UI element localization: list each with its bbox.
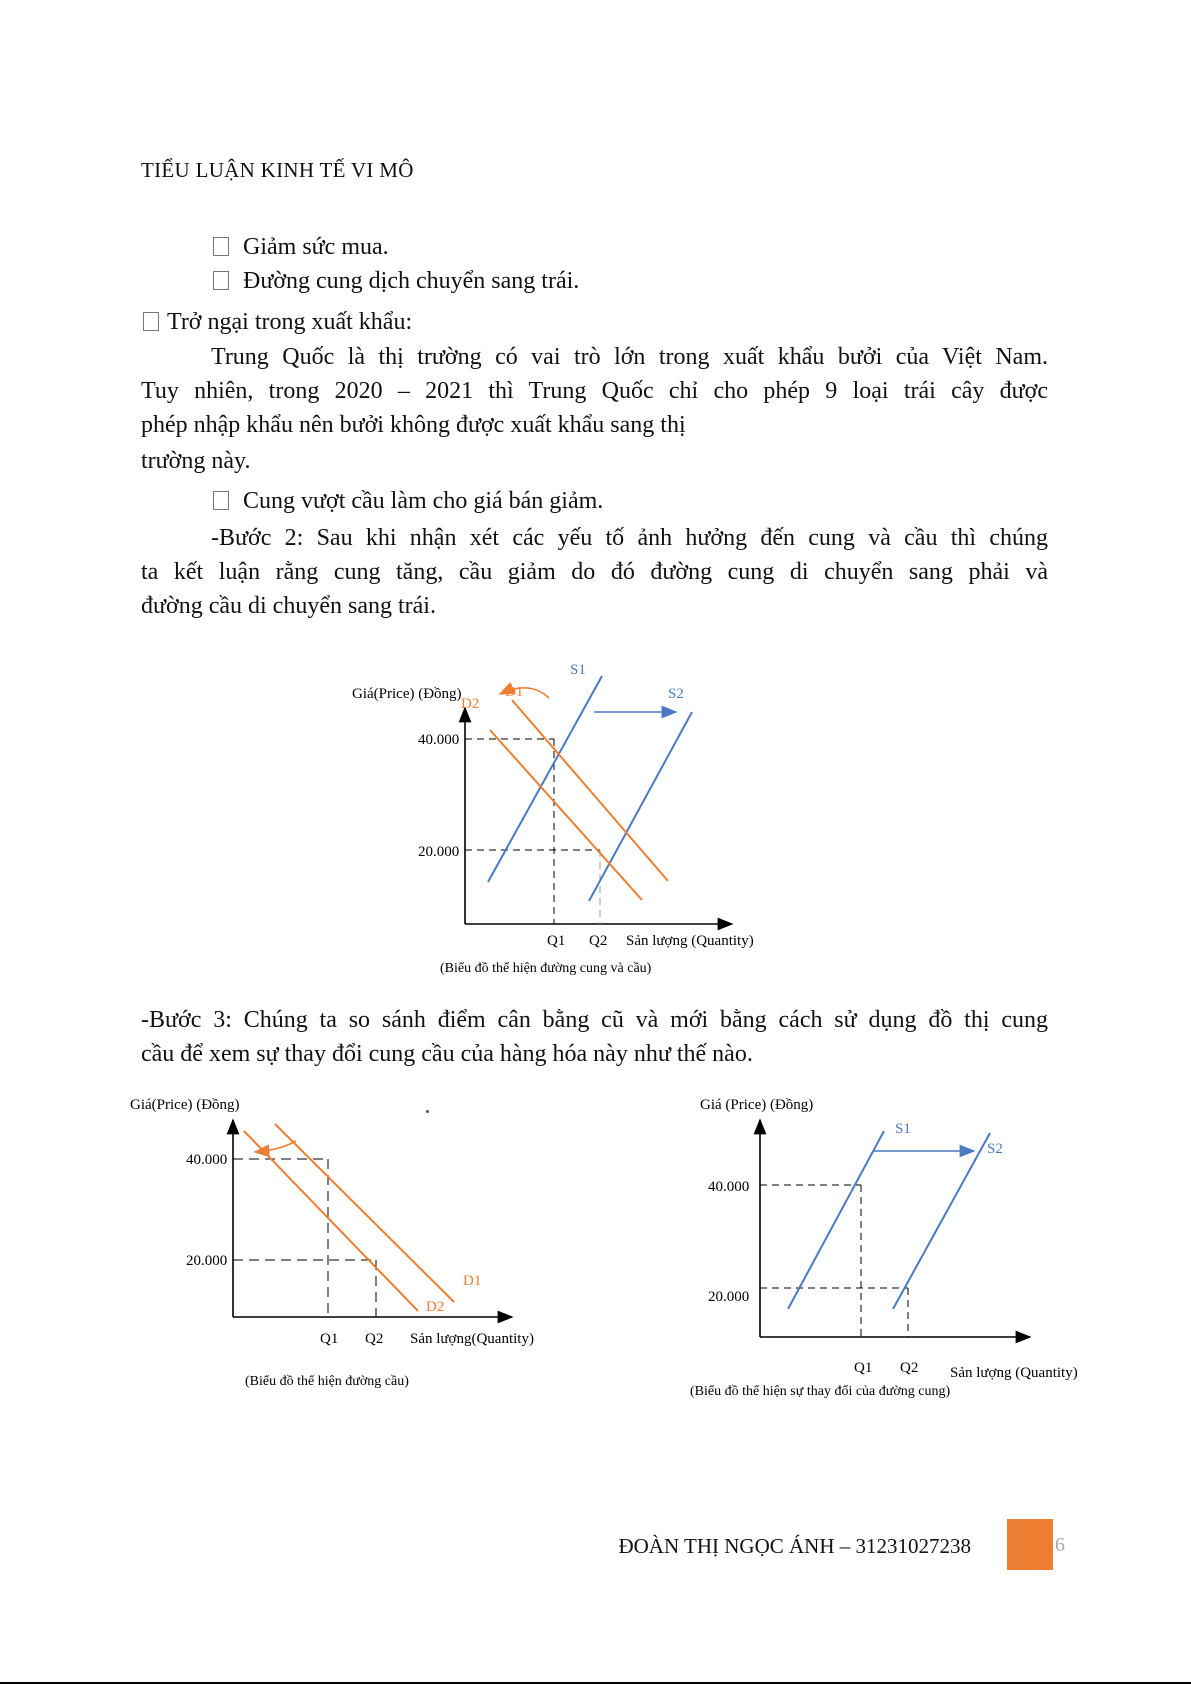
chart-demand xyxy=(120,1085,590,1405)
demand-curve-d1 xyxy=(275,1124,454,1302)
series-label-s1: S1 xyxy=(570,662,586,678)
y-axis-label: Giá (Price) (Đồng) xyxy=(700,1097,814,1113)
x-axis-label: Sản lượng(Quantity) xyxy=(410,1331,534,1347)
bullet-item: Cung vượt cầu làm cho giá bán giảm. xyxy=(213,484,603,518)
demand-curve-d2 xyxy=(244,1131,418,1311)
page-number: 6 xyxy=(1055,1534,1065,1556)
paragraph-step3: -Bước 3: Chúng ta so sánh điểm cân bằng cũ và mới bằng cách sử dụng đồ thị cung cầu để xem sự thay đổi cung cầu của hàng hóa này như thế nào. xyxy=(141,1007,1048,1067)
section-heading: Trở ngại trong xuất khẩu: xyxy=(143,305,412,339)
supply-curve-s1 xyxy=(788,1131,884,1309)
supply-curve-s1 xyxy=(488,676,602,882)
series-label-d1: D1 xyxy=(463,1273,482,1289)
tick-label-q2: Q2 xyxy=(589,933,608,949)
tick-label-40000: 40.000 xyxy=(418,732,460,748)
page-header: TIỂU LUẬN KINH TẾ VI MÔ xyxy=(141,158,414,182)
series-label-s2: S2 xyxy=(668,686,684,702)
bullet-item: Đường cung dịch chuyển sang trái. xyxy=(213,264,579,298)
chart-caption: (Biểu đồ thể hiện đường cung và cầu) xyxy=(440,961,652,976)
footer-author: ĐOÀN THỊ NGỌC ÁNH – 31231027238 xyxy=(618,1534,971,1558)
tick-label-20000: 20.000 xyxy=(418,844,460,860)
series-label-d2: D2 xyxy=(461,696,480,712)
bullet-box-icon xyxy=(213,237,229,256)
bullet-item: Giảm sức mua. xyxy=(213,230,389,264)
tick-label-q1: Q1 xyxy=(320,1331,339,1347)
bullet-box-icon xyxy=(143,312,159,331)
bottom-border xyxy=(0,1682,1191,1684)
tick-label-q1: Q1 xyxy=(547,933,566,949)
bullet-box-icon xyxy=(213,271,229,290)
series-label-s1: S1 xyxy=(895,1121,911,1137)
chart-caption: (Biểu đồ thể hiện sự thay đổi của đường cung) xyxy=(690,1384,951,1399)
demand-curve-d1 xyxy=(512,700,668,881)
page-number-box xyxy=(1007,1519,1053,1570)
paragraph-step2: -Bước 2: Sau khi nhận xét các yếu tố ảnh hưởng đến cung và cầu thì chúng ta kết luận rằng cung tăng, cầu giảm do đó đường cung di chuyển sang phải và đường cầu di chuyển sang trái. xyxy=(141,525,1048,619)
demand-curve-d2 xyxy=(490,730,642,900)
series-label-s2: S2 xyxy=(987,1141,1003,1157)
chart-supply-demand xyxy=(340,660,800,980)
chart-caption: (Biểu đồ thể hiện đường cầu) xyxy=(245,1374,409,1389)
supply-curve-s2 xyxy=(893,1133,990,1309)
tick-label-q1: Q1 xyxy=(854,1360,873,1376)
tick-label-20000: 20.000 xyxy=(186,1253,228,1269)
y-axis-label: Giá(Price) (Đồng) xyxy=(352,686,462,702)
tick-label-q2: Q2 xyxy=(365,1331,384,1347)
bullet-box-icon xyxy=(213,491,229,510)
series-label-d1: D1 xyxy=(505,684,524,700)
series-label-d2: D2 xyxy=(426,1299,445,1315)
tick-label-40000: 40.000 xyxy=(708,1179,750,1195)
stray-dot xyxy=(426,1110,429,1113)
paragraph-line: trường này. xyxy=(141,448,251,474)
tick-label-40000: 40.000 xyxy=(186,1152,228,1168)
x-axis-label: Sản lượng (Quantity) xyxy=(950,1365,1078,1381)
y-axis-label: Giá(Price) (Đồng) xyxy=(130,1097,240,1113)
x-axis-label: Sản lượng (Quantity) xyxy=(626,933,754,949)
tick-label-q2: Q2 xyxy=(900,1360,919,1376)
paragraph-export: Trung Quốc là thị trường có vai trò lớn trong xuất khẩu bưởi của Việt Nam. Tuy nhiên, trong 2020 – 2021 thì Trung Quốc chỉ cho phép 9 loại trái cây được phép nhập khẩu nên bưởi không được xuất khẩu sang thị xyxy=(141,344,1048,438)
tick-label-20000: 20.000 xyxy=(708,1289,750,1305)
demand-shift-arrow xyxy=(255,1141,296,1152)
chart-supply xyxy=(680,1085,1120,1415)
